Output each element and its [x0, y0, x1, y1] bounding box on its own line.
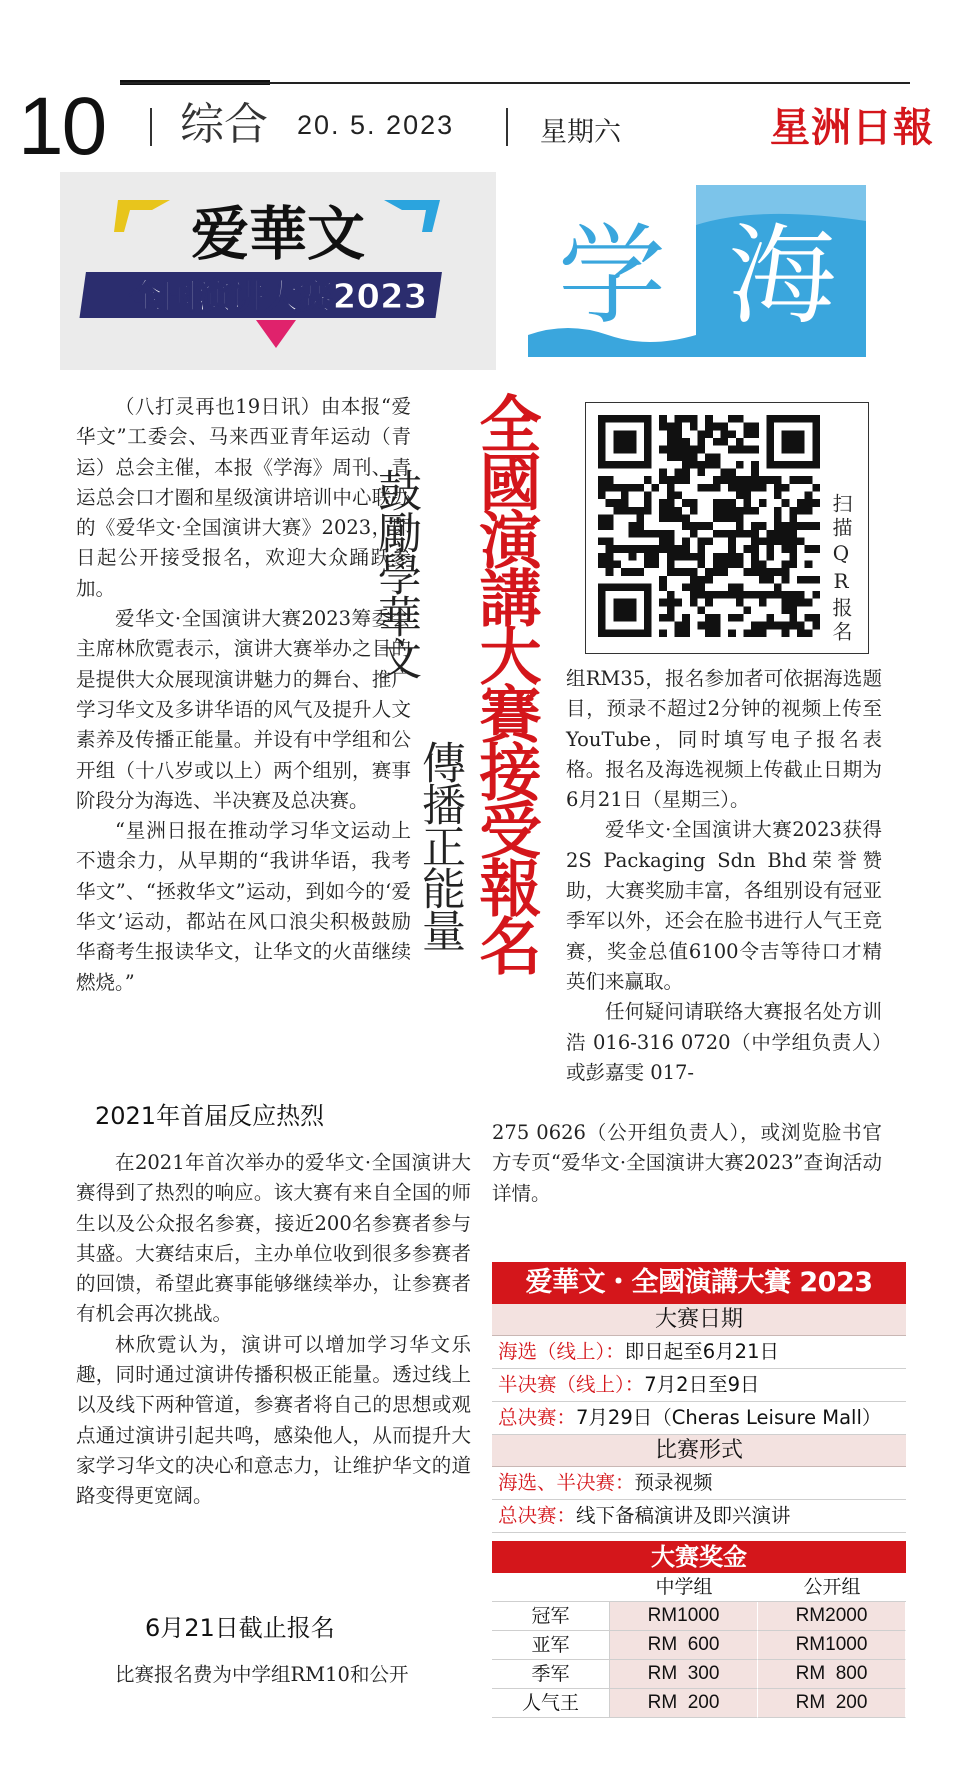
prize-value: RM 200 [758, 1689, 906, 1718]
qr-caption: 扫描QR报名 [829, 493, 853, 645]
header-divider [150, 108, 152, 146]
masthead-logo: 星洲日報 [770, 104, 934, 151]
paragraph: 275 0626（公开组负责人），或浏览脸书官方专页“爱华文·全国演讲大赛2023”查询活动详情。 [492, 1121, 882, 1205]
prize-rank: 季军 [492, 1660, 610, 1689]
prize-grid [492, 1573, 906, 1718]
issue-weekday: 星期六 [540, 117, 621, 148]
prize-value: RM 300 [610, 1660, 758, 1689]
date-row [492, 1402, 906, 1435]
headline-main: 全國演講大賽接受報名 [469, 392, 542, 972]
prize-value: RM 800 [758, 1660, 906, 1689]
prize-value: RM2000 [758, 1602, 906, 1631]
aihuawen-logo [60, 172, 496, 370]
date-row [492, 1369, 906, 1402]
format-value: 线下备稿演讲及即兴演讲 [576, 1504, 791, 1527]
issue-date: 20. 5. 2023 [297, 110, 455, 140]
date-value: 7月2日至9日 [644, 1373, 760, 1396]
blue-chevron-shape [384, 200, 440, 232]
aihuawen-logo-subtitle: 全国演讲大赛2023 [128, 277, 428, 317]
competition-info-table [492, 1262, 906, 1718]
article-right [566, 664, 882, 1088]
format-label: 总决赛： [498, 1504, 577, 1527]
prize-section-header: 大赛奖金 [492, 1541, 906, 1573]
prize-col-header: 公开组 [758, 1573, 906, 1602]
format-value: 预录视频 [634, 1471, 713, 1494]
article-left-last [76, 1660, 471, 1690]
format-row [492, 1500, 906, 1533]
paragraph: 任何疑问请联络大赛报名处方训浩 016-316 0720（中学组负责人）或彭嘉雯 017- [566, 1000, 882, 1084]
headline-sub [370, 468, 421, 678]
aihuawen-logo-title: 爱華文 [190, 200, 366, 268]
paragraph: 在2021年首次举办的爱华文·全国演讲大赛得到了热烈的响应。该大赛有来自全国的师生以及公众报名参赛，接近200名参赛者参与其盛。大赛结束后，主办单位收到很多参赛者的回馈，希望此赛事能够继续举办，让参赛者有机会再次挑战。 [76, 1151, 471, 1326]
headline-sub-line1: 鼓勵學華文 [370, 468, 421, 678]
date-label: 海选（线上）： [498, 1340, 625, 1363]
header-rule [120, 82, 910, 84]
date-label: 半决赛（线上）： [498, 1373, 645, 1396]
qr-registration-box[interactable] [585, 402, 869, 654]
paragraph: “星洲日报在推动学习华文运动上不遗余力，从早期的“我讲华语，我考华文”、“拯救华文”运动，到如今的‘爱华文’运动，都站在风口浪尖积极鼓励华裔考生报读华文，让华文的火苗继续燃烧。” [76, 819, 411, 994]
xuehai-logo-text-1: 学 [557, 214, 667, 339]
qr-code-icon[interactable] [598, 415, 820, 637]
format-section-header: 比赛形式 [492, 1435, 906, 1467]
prize-rank: 亚军 [492, 1631, 610, 1660]
prize-value: RM 200 [610, 1689, 758, 1718]
info-table-title: 爱華文・全國演講大賽 2023 [492, 1262, 906, 1304]
paragraph: （八打灵再也19日讯）由本报“爱华文”工委会、马来西亚青年运动（青运）总会主催，本报《学海》周刊、青运总会口才圈和星级演讲培训中心联办的《爱华文·全国演讲大赛》2023，即日起公开接受报名，欢迎大众踊跃参加。 [76, 395, 411, 600]
xuehai-logo-text-2: 海 [727, 214, 837, 339]
pink-triangle-shape [256, 320, 296, 348]
article-subhead: 6月21日截止报名 [145, 1614, 335, 1642]
article-subhead: 2021年首届反应热烈 [95, 1102, 325, 1130]
prize-col-header: 中学组 [610, 1573, 758, 1602]
paragraph: 爱华文·全国演讲大赛2023获得2S Packaging Sdn Bhd荣誉赞助，大赛奖励丰富，各组别设有冠亚季军以外，还会在脸书进行人气王竞赛，奖金总值6100令吉等待口才精英们来赢取。 [566, 818, 882, 993]
article-left-top [76, 392, 411, 998]
xuehai-logo [528, 185, 866, 357]
paragraph: 比赛报名费为中学组RM10和公开 [115, 1663, 409, 1686]
prize-rank: 冠军 [492, 1602, 610, 1631]
paragraph: 组RM35，报名参加者可依据海选题目，预录不超过2分钟的视频上传至YouTube，同时填写电子报名表格。报名及海选视频上传截止日期为6月21日（星期三）。 [566, 667, 882, 812]
format-label: 海选、半决赛： [498, 1471, 635, 1494]
header-divider [506, 108, 508, 146]
date-label: 总决赛： [498, 1406, 577, 1429]
prize-value: RM1000 [758, 1631, 906, 1660]
dates-section-header: 大赛日期 [492, 1304, 906, 1336]
paragraph: 林欣霓认为，演讲可以增加学习华文乐趣，同时通过演讲传播积极正能量。透过线上以及线下两种管道，参赛者将自己的思想或观点通过演讲引起共鸣，感染他人，从而提升大家学习华文的决心和意志力，让维护华文的道路变得更宽阔。 [76, 1332, 471, 1508]
date-value: 即日起至6月21日 [624, 1340, 779, 1363]
headline-sub-line2-text: 傳播正能量 [414, 740, 465, 950]
format-row [492, 1467, 906, 1500]
page-number: 10 [18, 81, 106, 172]
prize-col-header [492, 1573, 610, 1602]
paragraph: 爱华文·全国演讲大赛2023筹委会主席林欣霓表示，演讲大赛举办之目的是提供大众展现演讲魅力的舞台、推广学习华文及多讲华语的风气及提升人文素养及传播正能量。并设有中学组和公开组（十八岁或以上）两个组别，赛事阶段分为海选、半决赛及总决赛。 [76, 607, 411, 812]
xuehai-logo-graphic [528, 185, 866, 357]
prize-value: RM 600 [610, 1631, 758, 1660]
prize-rank: 人气王 [492, 1689, 610, 1718]
date-row [492, 1336, 906, 1369]
prize-value: RM1000 [610, 1602, 758, 1631]
yellow-chevron-shape [114, 200, 170, 232]
article-right-continued [492, 1118, 882, 1209]
article-left-bottom [76, 1148, 471, 1512]
date-value: 7月29日（Cheras Leisure Mall） [576, 1406, 882, 1429]
section-name: 综合 [180, 99, 268, 150]
aihuawen-logo-graphic [60, 172, 496, 370]
